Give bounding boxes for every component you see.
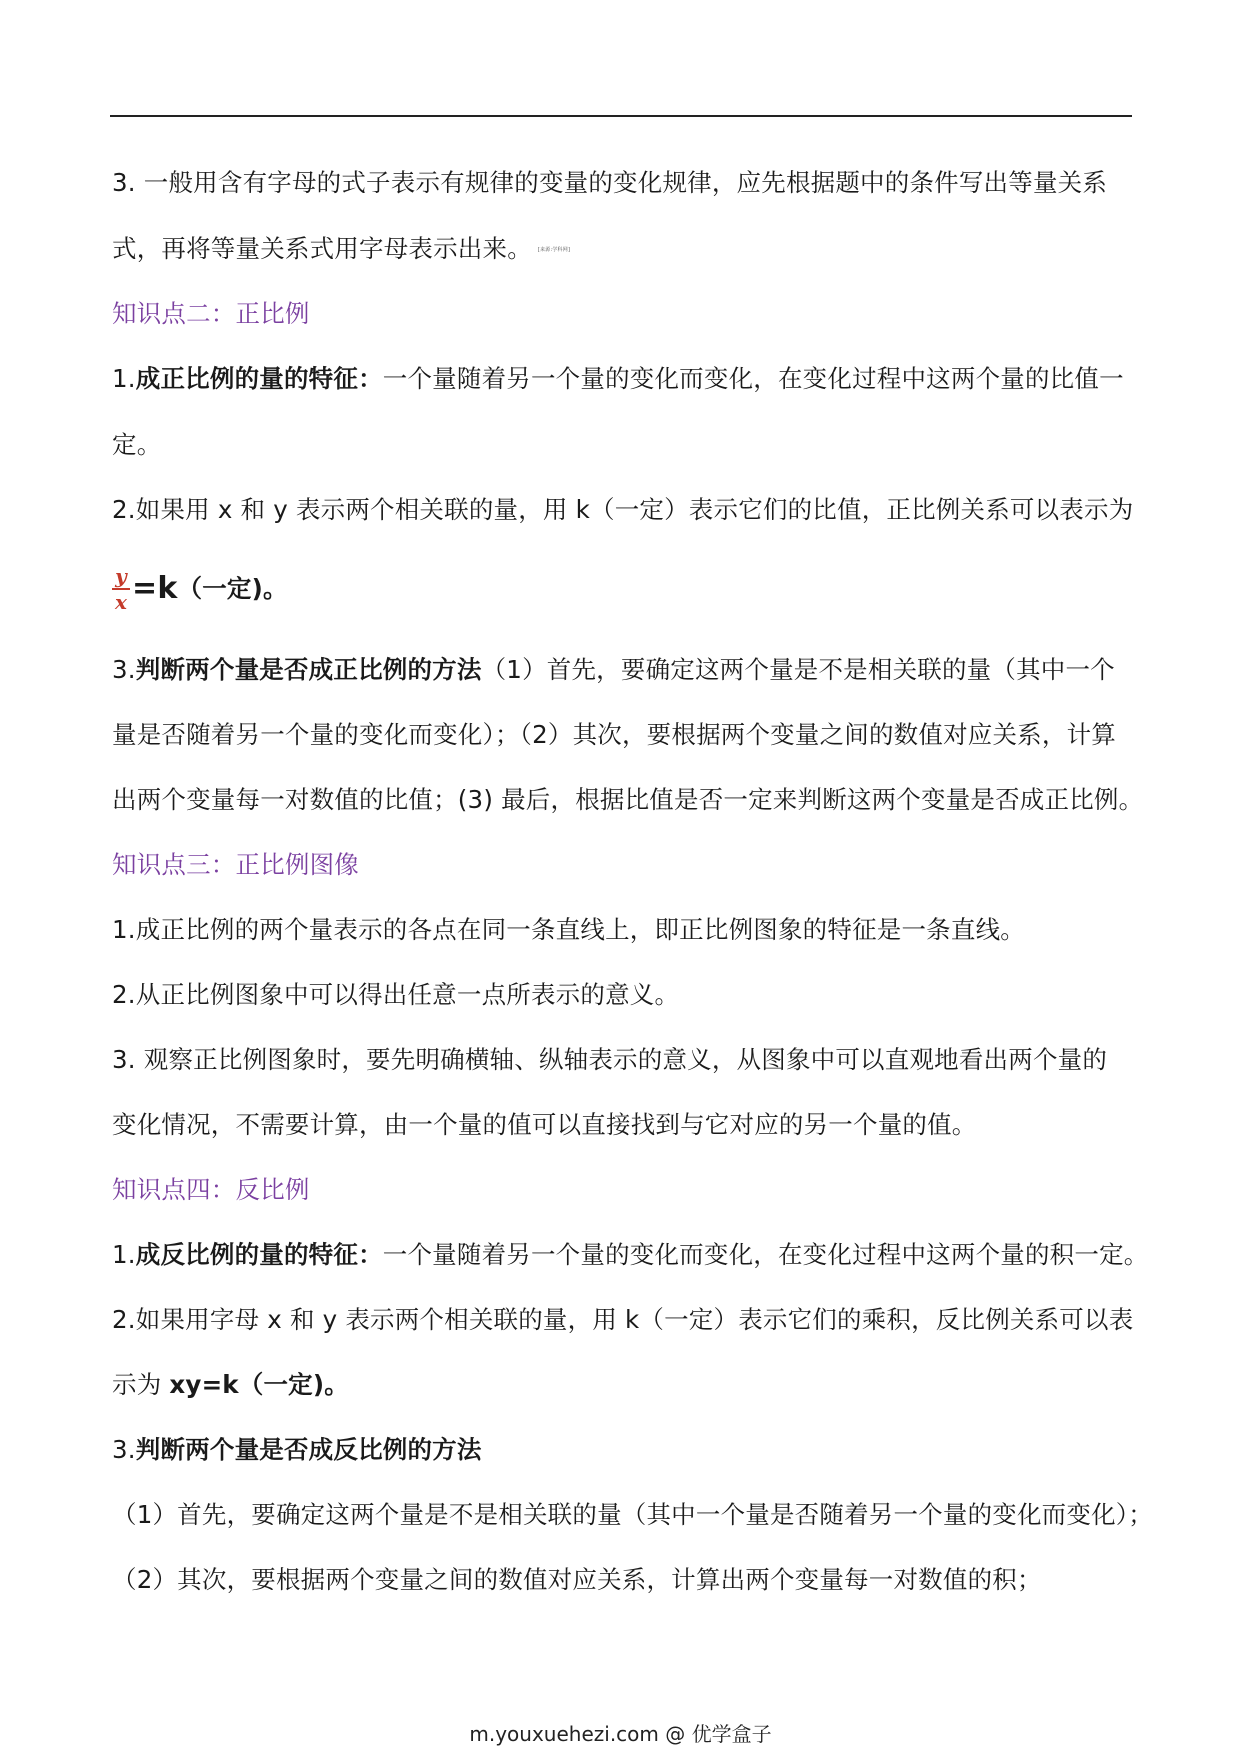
paragraph-line: [112, 428, 161, 462]
item-number: 1.: [112, 1240, 136, 1269]
formula-xy-equals-k: xy=k（一定)。: [169, 1370, 349, 1399]
paragraph-text: 示为: [112, 1370, 170, 1399]
paragraph-text: 2.如果用字母 x 和 y 表示两个相关联的量，用 k（一定）表示它们的乘积，反比例关系可以表: [112, 1305, 1134, 1334]
section-heading-4: 知识点四：反比例: [112, 1175, 310, 1204]
paragraph-text: 式，再将等量关系式用字母表示出来。: [112, 234, 532, 263]
term-label: 成反比例的量的特征：: [135, 1240, 383, 1269]
formula-equals-k: =k: [132, 571, 178, 606]
paragraph-text: （1）首先，要确定这两个量是不是相关联的量（其中一个: [481, 655, 1115, 684]
paragraph-line: [112, 783, 1143, 817]
page-footer: m.youxuehezi.com @ 优学盒子: [469, 1722, 772, 1746]
section-heading-2: 知识点二：正比例: [112, 299, 310, 328]
fraction-y-over-x: [112, 566, 130, 612]
paragraph-line: [112, 653, 1115, 687]
paragraph-line: [112, 166, 1107, 200]
paragraph-text: 2.如果用 x 和 y 表示两个相关联的量，用 k（一定）表示它们的比值，正比例关系可以表示为: [112, 495, 1134, 524]
fraction-numerator: y: [115, 564, 127, 588]
list-item: [112, 1563, 1042, 1597]
item-number: 3.: [112, 655, 136, 684]
paragraph-text: 1.成正比例的两个量表示的各点在同一条直线上，即正比例图象的特征是一条直线。: [112, 915, 1025, 944]
item-number: 1.: [112, 364, 136, 393]
paragraph-line: [112, 1238, 1148, 1272]
paragraph-text: 一个量随着另一个量的变化而变化，在变化过程中这两个量的比值一: [382, 364, 1124, 393]
paragraph-text: （2）其次，要根据两个变量之间的数值对应关系，计算出两个变量每一对数值的积；: [112, 1565, 1042, 1594]
formula-line: [112, 560, 288, 617]
paragraph-text: 一个量随着另一个量的变化而变化，在变化过程中这两个量的积一定。: [382, 1240, 1149, 1269]
paragraph-text: （1）首先，要确定这两个量是不是相关联的量（其中一个量是否随着另一个量的变化而变化）；: [112, 1500, 1153, 1529]
paragraph-line: [112, 232, 570, 267]
paragraph-line: [112, 493, 1133, 527]
paragraph-line: [112, 913, 1025, 947]
paragraph-line: [112, 978, 679, 1012]
source-note: [来源:学科网]: [537, 247, 571, 253]
fraction-denominator: x: [114, 590, 128, 614]
paragraph-text: 变化情况，不需要计算，由一个量的值可以直接找到与它对应的另一个量的值。: [112, 1110, 977, 1139]
paragraph-line: [112, 1043, 1107, 1077]
paragraph-text: 定。: [112, 430, 162, 459]
term-label: 成正比例的量的特征：: [135, 364, 383, 393]
paragraph-line: [112, 1368, 349, 1402]
section-heading-3: 知识点三：正比例图像: [112, 850, 359, 879]
formula-tail: （一定)。: [177, 574, 288, 603]
paragraph-line: [112, 362, 1124, 396]
paragraph-line: [112, 718, 1116, 752]
paragraph-text: 3. 观察正比例图象时，要先明确横轴、纵轴表示的意义，从图象中可以直观地看出两个量的: [112, 1045, 1108, 1074]
term-label: 判断两个量是否成反比例的方法: [135, 1435, 482, 1464]
paragraph-line: [112, 1108, 977, 1142]
paragraph-text: 出两个变量每一对数值的比值；(3) 最后，根据比值是否一定来判断这两个变量是否成正比例。: [112, 785, 1144, 814]
paragraph-line: [112, 1303, 1133, 1337]
header-divider: [110, 115, 1132, 117]
paragraph-line: [112, 1433, 482, 1467]
item-number: 3.: [112, 1435, 136, 1464]
paragraph-text: 2.从正比例图象中可以得出任意一点所表示的意义。: [112, 980, 680, 1009]
term-label: 判断两个量是否成正比例的方法: [135, 655, 482, 684]
paragraph-text: 3. 一般用含有字母的式子表示有规律的变量的变化规律，应先根据题中的条件写出等量关系: [112, 168, 1108, 197]
list-item: [112, 1498, 1153, 1532]
paragraph-text: 量是否随着另一个量的变化而变化）；（2）其次，要根据两个变量之间的数值对应关系，计算: [112, 720, 1116, 749]
